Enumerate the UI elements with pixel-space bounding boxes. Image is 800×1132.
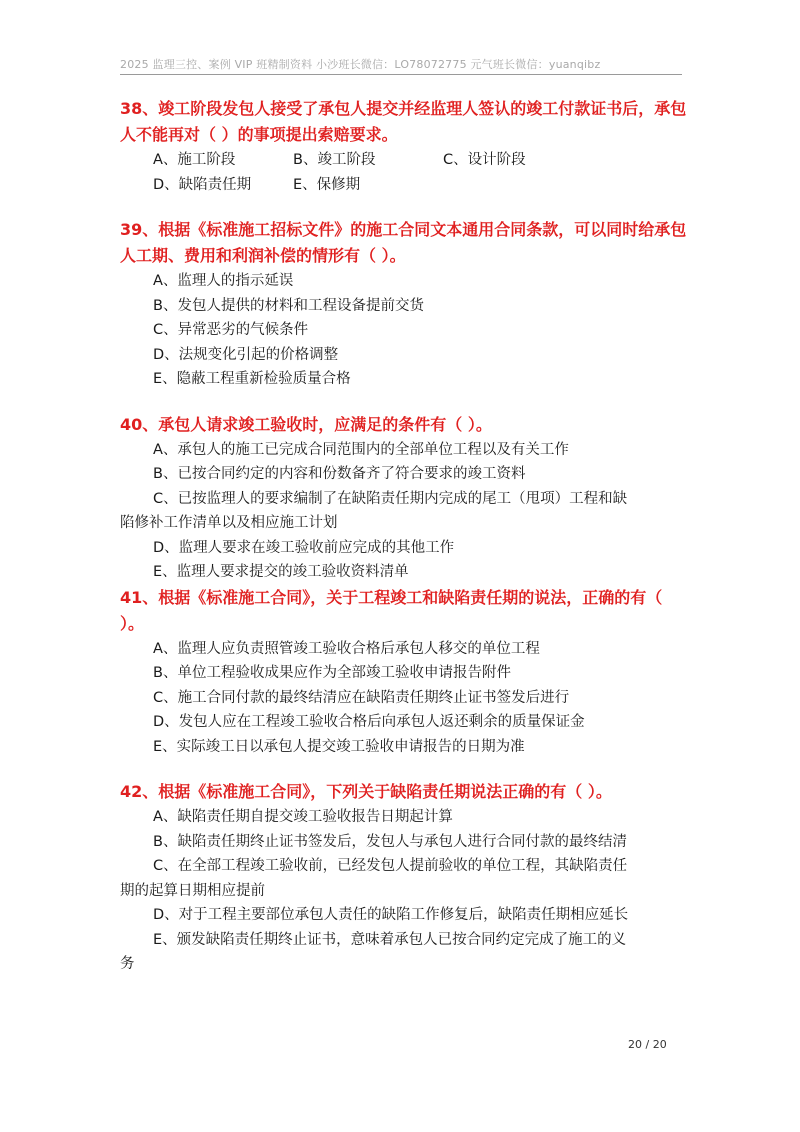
- option-a: A、缺陷责任期自提交竣工验收报告日期起计算: [153, 809, 453, 825]
- option-c: C、在全部工程竣工验收前，已经发包人提前验收的单位工程，其缺陷责任: [153, 858, 628, 874]
- option-d: D、缺陷责任期: [153, 176, 252, 193]
- option-b: B、竣工阶段: [293, 152, 376, 168]
- question-title: 39、根据《标准施工招标文件》的施工合同文本通用合同条款，可以同时给承包人工期、费用和利润补偿的情形有（ ）。: [120, 220, 687, 265]
- options-row: [120, 148, 690, 173]
- page-number: 20 / 20: [628, 1038, 667, 1051]
- option-e: E、监理人要求提交的竣工验收资料清单: [153, 564, 409, 580]
- question-38: [120, 96, 690, 197]
- option-b: B、单位工程验收成果应作为全部竣工验收申请报告附件: [153, 665, 511, 681]
- option-d: D、监理人要求在竣工验收前应完成的其他工作: [153, 539, 455, 556]
- question-40: [120, 412, 690, 585]
- options-row: [120, 173, 690, 198]
- question-42: [120, 779, 690, 977]
- option-c: C、设计阶段: [443, 152, 526, 168]
- question-41: [120, 585, 690, 760]
- option-c-continued: 陷修补工作清单以及相应施工计划: [120, 515, 338, 531]
- option-d: D、对于工程主要部位承包人责任的缺陷工作修复后，缺陷责任期相应延长: [153, 907, 629, 923]
- question-39: [120, 217, 690, 392]
- option-a: A、监理人的指示延误: [153, 273, 294, 289]
- option-a: A、监理人应负责照管竣工验收合格后承包人移交的单位工程: [153, 640, 540, 657]
- question-title: 41、根据《标准施工合同》，关于工程竣工和缺陷责任期的说法，正确的有（ ）。: [120, 587, 663, 633]
- option-e: E、实际竣工日以承包人提交竣工验收申请报告的日期为准: [153, 738, 525, 755]
- option-e: E、隐蔽工程重新检验质量合格: [153, 371, 351, 387]
- question-title: 42、根据《标准施工合同》，下列关于缺陷责任期说法正确的有（ ）。: [120, 782, 612, 801]
- question-title: 38、竣工阶段发包人接受了承包人提交并经监理人签认的竣工付款证书后，承包人不能再对（ ）的事项提出索赔要求。: [120, 99, 687, 144]
- option-d: D、发包人应在工程竣工验收合格后向承包人返还剩余的质量保证金: [153, 714, 585, 730]
- header-divider: [120, 74, 682, 75]
- option-d: D、法规变化引起的价格调整: [153, 346, 339, 363]
- option-b: B、已按合同约定的内容和份数备齐了符合要求的竣工资料: [153, 466, 526, 482]
- option-e: E、颁发缺陷责任期终止证书，意味着承包人已按合同约定完成了施工的义: [153, 931, 627, 948]
- option-e: E、保修期: [293, 176, 361, 193]
- option-c: C、异常恶劣的气候条件: [153, 322, 309, 338]
- question-title: 40、承包人请求竣工验收时，应满足的条件有（ ）。: [120, 414, 492, 434]
- option-b: B、发包人提供的材料和工程设备提前交货: [153, 297, 424, 314]
- document-body: [120, 96, 690, 977]
- option-a: A、承包人的施工已完成合同范围内的全部单位工程以及有关工作: [153, 441, 569, 458]
- option-b: B、缺陷责任期终止证书签发后，发包人与承包人进行合同付款的最终结清: [153, 833, 627, 850]
- option-a: A、施工阶段: [153, 152, 236, 168]
- option-c-continued: 期的起算日期相应提前: [120, 882, 265, 899]
- option-c: C、施工合同付款的最终结清应在缺陷责任期终止证书签发后进行: [153, 689, 570, 706]
- option-c: C、已按监理人的要求编制了在缺陷责任期内完成的尾工（甩项）工程和缺: [153, 490, 628, 507]
- option-e-continued: 务: [120, 956, 135, 972]
- page-header-watermark: 2025 监理三控、案例 VIP 班精制资料 小沙班长微信：LO78072775 元气班长微信：yuanqibz: [120, 58, 601, 71]
